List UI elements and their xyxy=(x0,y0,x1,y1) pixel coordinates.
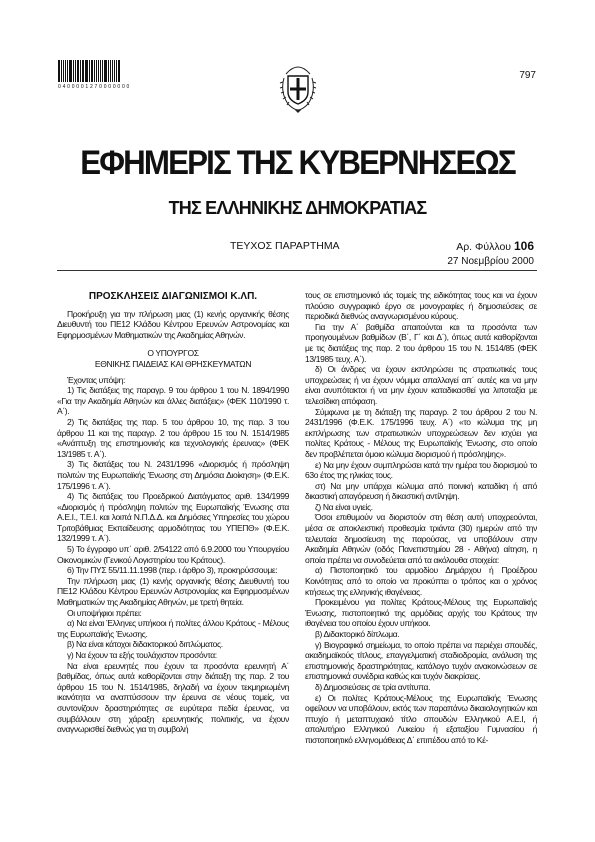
sheet-label: Αρ. Φύλλου xyxy=(456,241,512,253)
barcode xyxy=(58,60,120,82)
barcode-number: 0 4 0 0 0 0 1 2 7 0 0 0 0 0 0 0 xyxy=(58,84,130,90)
paragraph: 3) Τις διατάξεις του Ν. 2431/1996 «Διορισμός ή πρόσληψη πολιτών της Ευρωπαϊκής Ένωσης στη Δημόσια Διοίκηση» (Φ.Ε.Κ. 175/1996 τ. Α΄). xyxy=(57,459,289,491)
section-heading: ΠΡΟΣΚΛΗΣΕΙΣ ΔΙΑΓΩΝΙΣΜΟΙ Κ.ΛΠ. xyxy=(88,291,258,302)
sheet-number-value: 106 xyxy=(513,239,534,253)
paragraph: Οι υποψήφιοι πρέπει: xyxy=(67,607,142,618)
paragraph: Σύμφωνα με τη διάταξη της παραγρ. 2 του άρθρου 2 του Ν. 2431/1996 (Φ.Ε.Κ. 175/1996 τευχ. Α΄) «το κώλυμα της μη εκπλήρωσης των στρατιωτικών υποχρεώσεων δεν ισχύει για πολίτες Κράτους - Μέλους της Ευρωπαϊκής Ένωσης, στο οποίο δεν προβλέπεται όμοιο κώλυμα διορισμού ή πρόσληψης». xyxy=(305,406,537,459)
paragraph: Να είναι ερευνητές που έχουν τα προσόντα ερευνητή Α΄ βαθμίδας, όπως αυτά καθορίζονται στην διάταξη της παρ. 2 του άρθρου 15 του Ν. 1514/1985, δηλαδή να έχουν τεκμηριωμένη ικανότητα να αναπτύσσουν την έρευνα σε νέους τομείς, να συντονίζουν δραστηριότητες σε ευρύτερα πεδία έρευνας, να συμβάλλουν στη χάραξη ερευνητικής πολιτικής, να έχουν αναγνωρισθεί διεθνώς για τη συμβολή xyxy=(57,660,289,735)
paragraph: β) Να είναι κάτοχοι διδακτορικού διπλώματος. xyxy=(67,639,223,650)
left-column xyxy=(57,282,289,735)
gazette-subtitle: ΤΗΣ ΕΛΛΗΝΙΚΗΣ ΔΗΜΟΚΡΑΤΙΑΣ xyxy=(168,198,427,218)
paragraph: Για την Α΄ βαθμίδα απαιτούνται και τα προσόντα των προηγουμένων βαθμίδων (Β΄, Γ΄ και Δ΄), όπως αυτά καθορίζονται με τις διατάξεις της παρ. 2 του άρθρου 15 του Ν. 1514/85 (ΦΕΚ 13/1985 τευχ. Α΄). xyxy=(305,321,537,364)
issue-date: 27 Νοεμβρίου 2000 xyxy=(447,256,534,267)
header-rule xyxy=(57,270,537,271)
paragraph: ε) Να μην έχουν συμπληρώσει κατά την ημέρα του διορισμού το 63ο έτος της ηλικίας τους. xyxy=(305,459,537,481)
paragraph: Προκειμένου για πολίτες Κράτους-Μέλους της Ευρωπαϊκής Ένωσης, πιστοποιητικό της αρμόδιας αρχής του Κράτους την ιθαγένεια του οποίου έχουν υπήκοοι. xyxy=(305,597,537,629)
paragraph: τους σε επιστημονικό ιάς τομείς της ειδικότητας τους και να έχουν πλούσιο συγγραφικό έργο σε μονογραφίες ή δημοσιεύσεις σε περιοδικά διεθνώς αναγνωρισμένου κύρους. xyxy=(305,290,537,322)
paragraph: στ) Να μην υπάρχει κώλυμα από ποινική καταδίκη ή από δικαστική απαγόρευση ή δικαστική αντίληψη. xyxy=(305,480,537,502)
sheet-number xyxy=(456,239,534,253)
greek-coat-of-arms-icon xyxy=(278,60,318,114)
paragraph: 2) Τις διατάξεις της παρ. 5 του άρθρου 10, της παρ. 3 του άρθρου 11 και της παραγρ. 2 του άρθρου 15 του Ν. 1514/1985 «Ανάπτυξη της επιστημονικής και τεχνολογικής έρευνας» (ΦΕΚ 13/1985 τ. Α΄). xyxy=(57,416,289,459)
page-number: 797 xyxy=(519,70,536,81)
paragraph: Έχοντας υπόψη: xyxy=(67,374,125,385)
paragraph: ε) Οι πολίτες Κράτους-Μέλους της Ευρωπαϊκής Ένωσης οφείλουν να υποβάλουν, εκτός των παραπάνω δικαιολογητικών και πτυχίο ή μεταπτυχιακό τίτλο σπουδών Ελληνικού Α.Ε.Ι, ή απολυτήριο Ελληνικού Λυκείου ή εξαταξίου Γυμνασίου ή πιστοποιητικό ελληνομάθειας Δ΄ επιπέδου από το Κέ- xyxy=(305,692,537,745)
gazette-title: ΕΦΗΜΕΡΙΣ ΤΗΣ ΚΥΒΕΡΝΗΣΕΩΣ xyxy=(80,144,515,182)
paragraph: Προκήρυξη για την πλήρωση μιας (1) κενής οργανικής θέσης Διευθυντή του ΠΕ12 Κλάδου Κέντρου Ερευνών Αστρονομίας και Εφηρμοσμένων Μαθηματικών της Ακαδημίας Αθηνών. xyxy=(57,308,289,340)
paragraph: δ) Δημοσιεύσεις σε τρία αντίτυπα. xyxy=(315,681,431,692)
issue-type: ΤΕΥΧΟΣ ΠΑΡΑΡΤΗΜΑ xyxy=(230,240,340,252)
paragraph: ζ) Να είναι υγιείς. xyxy=(315,501,373,512)
authority-heading: Ο ΥΠΟΥΡΓΟΣ xyxy=(147,348,199,359)
paragraph: 5) Το έγγραφο υπ΄ αριθ. 2/54122 από 6.9.2000 του Υπουργείου Οικονομικών (Γενικού Λογιστηρίου του Κράτους). xyxy=(57,544,289,565)
paragraph: α) Πιστοποιητικό του αρμοδίου Δημάρχου ή Προέδρου Κοινότητας από το οποίο να προκύπτει ο τρόπος και ο χρόνος κτήσεως της ελληνικής ιθαγένειας. xyxy=(305,565,537,597)
paragraph: Όσοι επιθυμούν να διοριστούν στη θέση αυτή υποχρεούνται, μέσα σε αποκλειστική προθεσμία τριάντα (30) ημερών από την τελευταία δημοσίευση της παρούσας, να υποβάλουν στην Ακαδημία Αθηνών (οδός Πανεπιστημίου 28 - Αθήνα) αίτηση, η οποία πρέπει να συνοδεύεται από τα ακόλουθα στοιχεία: xyxy=(305,512,537,565)
paragraph: β) Διδακτορικό δίπλωμα. xyxy=(315,629,400,639)
paragraph: 4) Τις διατάξεις του Προεδρικού Διατάγματος αριθ. 134/1999 «Διορισμός ή πρόσληψη πολιτών της Ευρωπαϊκής Ένωσης στα Α.Ε.Ι., Τ.Ε.Ι. και λοιπά Ν.Π.Δ.Δ. και Δημόσιες Υπηρεσίες του χώρου Τριτοβάθμιας Εκπαίδευσης αρμοδιότητας του ΥΠΕΠΘ» (Φ.Ε.Κ. 132/1999 τ. Α΄). xyxy=(57,491,289,544)
paragraph: α) Να είναι Έλληνες υπήκοοι ή πολίτες άλλου Κράτους - Μέλους της Ευρωπαϊκής Ένωσης. xyxy=(57,618,289,639)
paragraph: γ) Να έχουν τα εξής τουλάχιστον προσόντα: xyxy=(67,650,217,660)
paragraph: δ) Οι άνδρες να έχουν εκπληρώσει τις στρατιωτικές τους υποχρεώσεις ή να έχουν νόμιμα απαλλαγεί απ΄ αυτές και να μην είναι ανυπότακτοι ή να μην έχουν καταδικασθεί για λιποταξία με τελεσίδικη απόφαση. xyxy=(305,364,537,406)
paragraph: Την πλήρωση μιας (1) κενής οργανικής θέσης Διευθυντή του ΠΕ12 Κλάδου Κέντρου Ερευνών Αστρονομίας και Εφηρμοσμένων Μαθηματικών της Ακαδημίας Αθηνών, με τρετή θητεία. xyxy=(57,575,289,608)
paragraph: 6) Την ΠΥΣ 55/11.11.1998 (περ. ι άρθρο 3), προκηρύσσουμε: xyxy=(67,565,278,576)
right-column xyxy=(305,290,537,746)
paragraph: γ) Βιογραφικό σημείωμα, το οποίο πρέπει να περιέχει σπουδές, ακαδημαϊκούς τίτλους, επαγγελματική σταδιοδρομία, ανάλυση της επιστημονικής δραστηριότητας, κατάλογο τυχόν ανακοινώσεων σε επιστημονικά συνέδρια καθώς και τυχόν διακρίσεις. xyxy=(305,639,537,682)
authority-heading: ΕΘΝΙΚΗΣ ΠΑΙΔΕΙΑΣ ΚΑΙ ΘΡΗΣΚΕΥΜΑΤΩΝ xyxy=(94,358,252,369)
paragraph: 1) Τις διατάξεις της παραγρ. 9 του άρθρου 1 του Ν. 1894/1990 «Για την Ακαδημία Αθηνών και άλλες διατάξεις» (ΦΕΚ 110/1990 τ. Α΄). xyxy=(57,385,289,417)
